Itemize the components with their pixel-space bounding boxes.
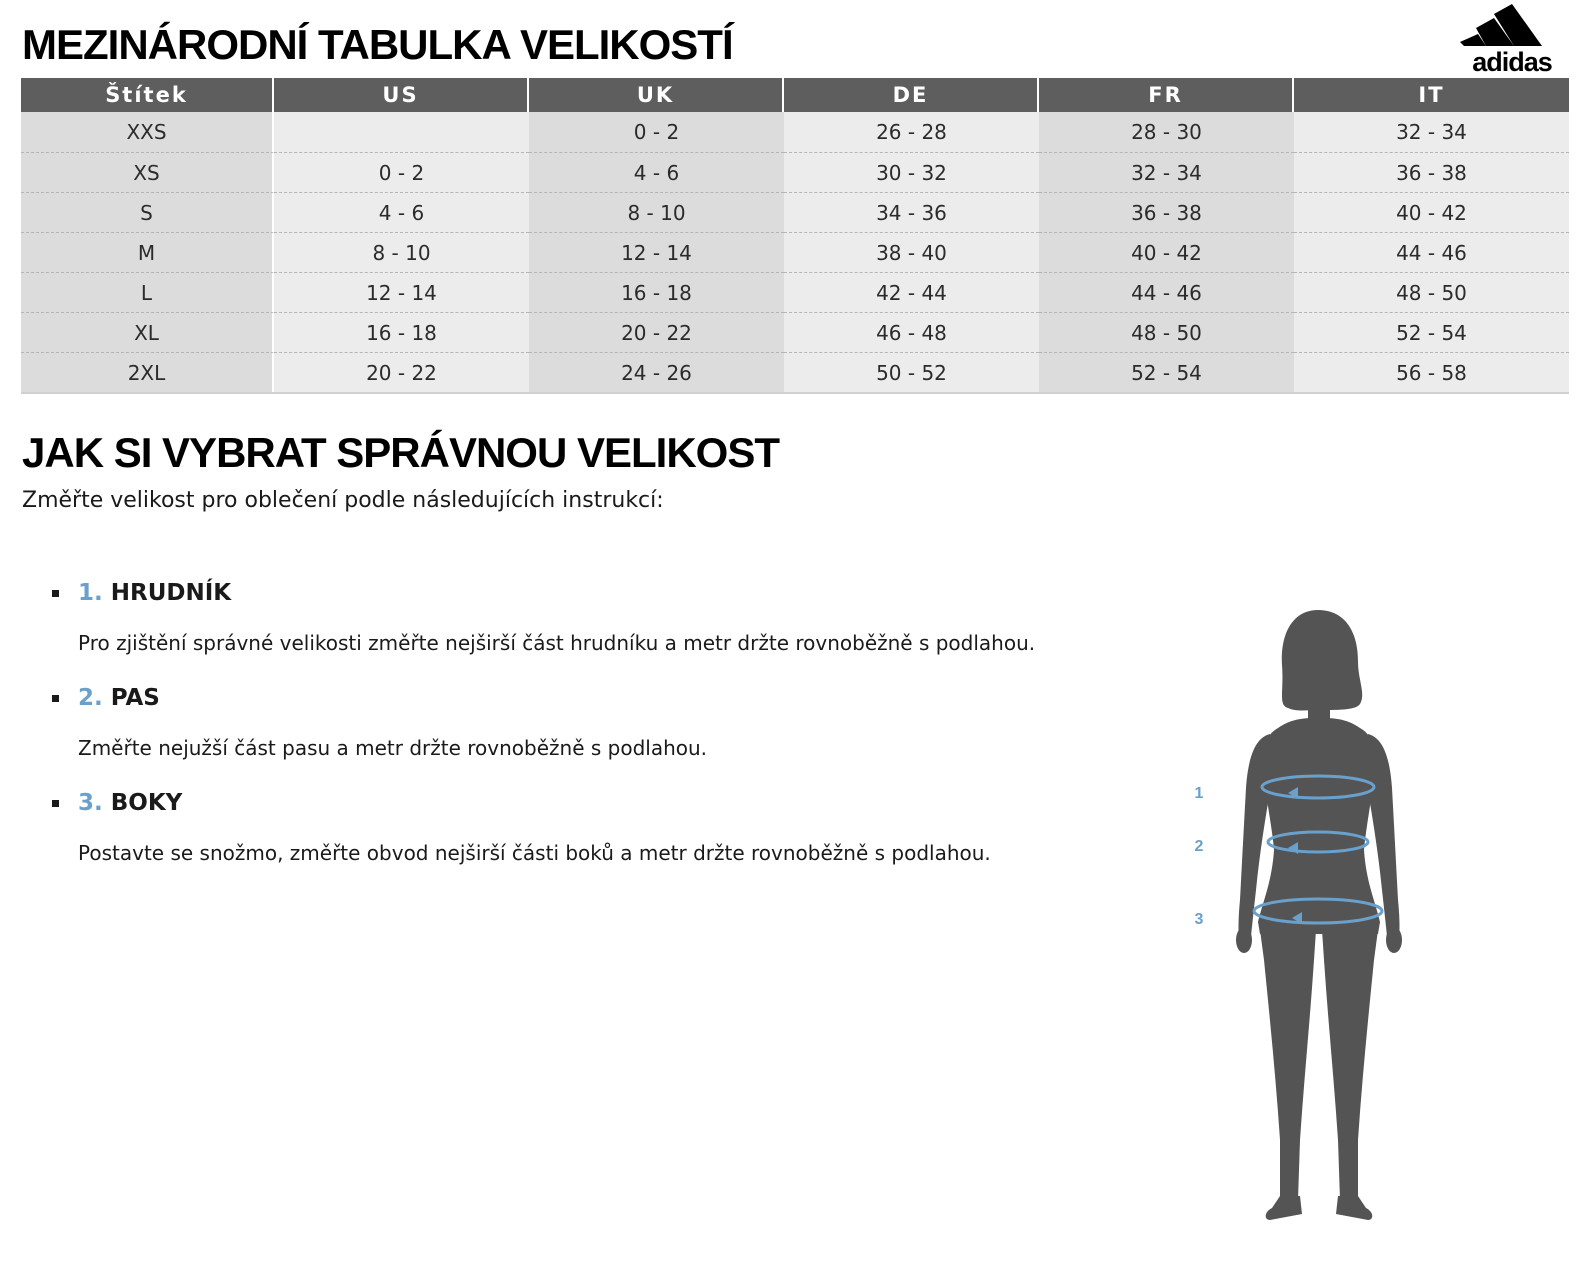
step-number: 2.: [78, 685, 103, 711]
table-cell: 48 - 50: [1039, 312, 1294, 352]
size-label-cell: XL: [21, 312, 274, 352]
table-cell: 40 - 42: [1294, 192, 1569, 232]
figure-label-hips: 3: [1194, 911, 1204, 928]
adidas-stripes-icon: [1456, 2, 1568, 52]
table-cell: 4 - 6: [529, 152, 784, 192]
table-cell: 44 - 46: [1294, 232, 1569, 272]
table-row: [21, 232, 1569, 272]
table-cell: 16 - 18: [274, 312, 529, 352]
column-header-label: Štítek: [21, 78, 274, 112]
column-header-fr: FR: [1039, 78, 1294, 112]
table-cell: 52 - 54: [1039, 352, 1294, 392]
step-name: HRUDNÍK: [110, 580, 232, 606]
table-row: [21, 112, 1569, 152]
table-header: [21, 78, 1569, 112]
adidas-logo: [1456, 2, 1568, 76]
table-cell: 30 - 32: [784, 152, 1039, 192]
table-cell: 8 - 10: [274, 232, 529, 272]
table-body: [21, 112, 1569, 394]
table-cell: 32 - 34: [1294, 112, 1569, 152]
table-cell: 12 - 14: [274, 272, 529, 312]
table-cell: 12 - 14: [529, 232, 784, 272]
step-number: 3.: [78, 790, 103, 816]
size-label-cell: M: [21, 232, 274, 272]
step-number: 1.: [78, 580, 103, 606]
table-cell: 40 - 42: [1039, 232, 1294, 272]
table-cell: 16 - 18: [529, 272, 784, 312]
table-cell: 38 - 40: [784, 232, 1039, 272]
table-cell: 56 - 58: [1294, 352, 1569, 392]
figure-label-waist: 2: [1194, 838, 1204, 855]
list-item: [52, 786, 1132, 891]
table-cell: 20 - 22: [274, 352, 529, 392]
table-row: [21, 192, 1569, 232]
guide-title: JAK SI VYBRAT SPRÁVNOU VELIKOST: [22, 429, 779, 476]
list-item: [52, 576, 1132, 681]
step-name: BOKY: [110, 790, 183, 816]
bullet-icon: [52, 590, 59, 597]
step-description: Změřte nejužší část pasu a metr držte rovnoběžně s podlahou.: [78, 736, 708, 760]
table-cell: 44 - 46: [1039, 272, 1294, 312]
measurement-steps-list: [52, 576, 1132, 891]
table-cell: 0 - 2: [274, 152, 529, 192]
figure-label-chest: 1: [1194, 785, 1204, 802]
column-header-de: DE: [784, 78, 1039, 112]
table-cell: 42 - 44: [784, 272, 1039, 312]
table-cell: 50 - 52: [784, 352, 1039, 392]
table-cell: 28 - 30: [1039, 112, 1294, 152]
table-row: [21, 152, 1569, 192]
size-label-cell: XS: [21, 152, 274, 192]
logo-text: adidas: [1472, 47, 1552, 77]
table-cell: 26 - 28: [784, 112, 1039, 152]
page-title: MEZINÁRODNÍ TABULKA VELIKOSTÍ: [22, 21, 733, 68]
table-cell: 36 - 38: [1294, 152, 1569, 192]
size-table: [21, 78, 1569, 394]
table-cell: 46 - 48: [784, 312, 1039, 352]
step-description: Pro zjištění správné velikosti změřte nejširší část hrudníku a metr držte rovnoběžně s podlahou.: [78, 631, 1036, 655]
bullet-icon: [52, 695, 59, 702]
step-name: PAS: [110, 685, 160, 711]
table-cell: 52 - 54: [1294, 312, 1569, 352]
column-header-uk: UK: [529, 78, 784, 112]
column-header-us: US: [274, 78, 529, 112]
table-cell: 24 - 26: [529, 352, 784, 392]
table-cell: [274, 112, 529, 152]
size-label-cell: XXS: [21, 112, 274, 152]
table-row: [21, 272, 1569, 312]
list-item: [52, 681, 1132, 786]
column-header-it: IT: [1418, 83, 1445, 107]
bullet-icon: [52, 800, 59, 807]
table-cell: 4 - 6: [274, 192, 529, 232]
size-label-cell: L: [21, 272, 274, 312]
table-cell: 48 - 50: [1294, 272, 1569, 312]
table-cell: 36 - 38: [1039, 192, 1294, 232]
table-cell: 0 - 2: [529, 112, 784, 152]
size-label-cell: 2XL: [21, 352, 274, 392]
step-description: Postavte se snožmo, změřte obvod nejširší části boků a metr držte rovnoběžně s podlahou.: [78, 841, 991, 865]
table-cell: 20 - 22: [529, 312, 784, 352]
table-cell: 32 - 34: [1039, 152, 1294, 192]
size-label-cell: S: [21, 192, 274, 232]
guide-intro: Změřte velikost pro oblečení podle následujících instrukcí:: [22, 488, 664, 513]
body-silhouette-figure: [1180, 600, 1420, 1230]
table-row: [21, 352, 1569, 392]
table-cell: 34 - 36: [784, 192, 1039, 232]
table-cell: 8 - 10: [529, 192, 784, 232]
table-row: [21, 312, 1569, 352]
